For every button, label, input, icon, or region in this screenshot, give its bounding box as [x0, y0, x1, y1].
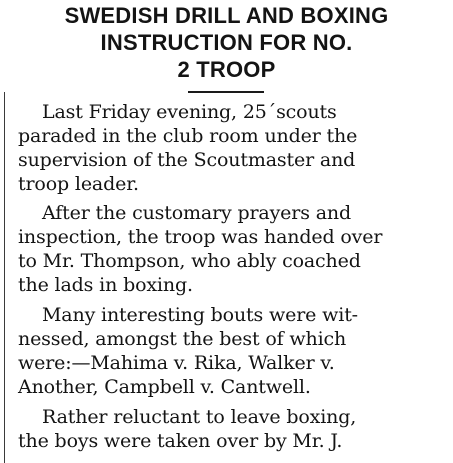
body-line: the lads in boxing. [18, 274, 193, 296]
column-rule [4, 92, 5, 463]
body-line: paraded in the club room under the [18, 125, 358, 147]
body-line: to Mr. Thompson, who ably coached [18, 250, 361, 272]
body-line: the boys were taken over by Mr. J. [18, 430, 343, 452]
headline-line-3: 2 TROOP [177, 57, 276, 82]
headline-divider [188, 91, 264, 93]
body-line: After the customary prayers and [42, 202, 351, 224]
body-line: Last Friday evening, 25´scouts [42, 101, 337, 123]
headline-line-2: INSTRUCTION FOR NO. [100, 30, 353, 55]
body-line: inspection, the troop was handed over [18, 226, 383, 248]
headline-line-1: SWEDISH DRILL AND BOXING [64, 3, 389, 28]
body-line: were:—Mahima v. Rika, Walker v. [18, 352, 335, 374]
body-line: nessed, amongst the best of which [18, 328, 347, 350]
body-line: troop leader. [18, 173, 139, 195]
body-line: Many interesting bouts were wit- [42, 304, 358, 326]
body-line: Rather reluctant to leave boxing, [42, 406, 357, 428]
body-line: Another, Campbell v. Cantwell. [18, 376, 311, 398]
body-line: supervision of the Scoutmaster and [18, 149, 356, 171]
